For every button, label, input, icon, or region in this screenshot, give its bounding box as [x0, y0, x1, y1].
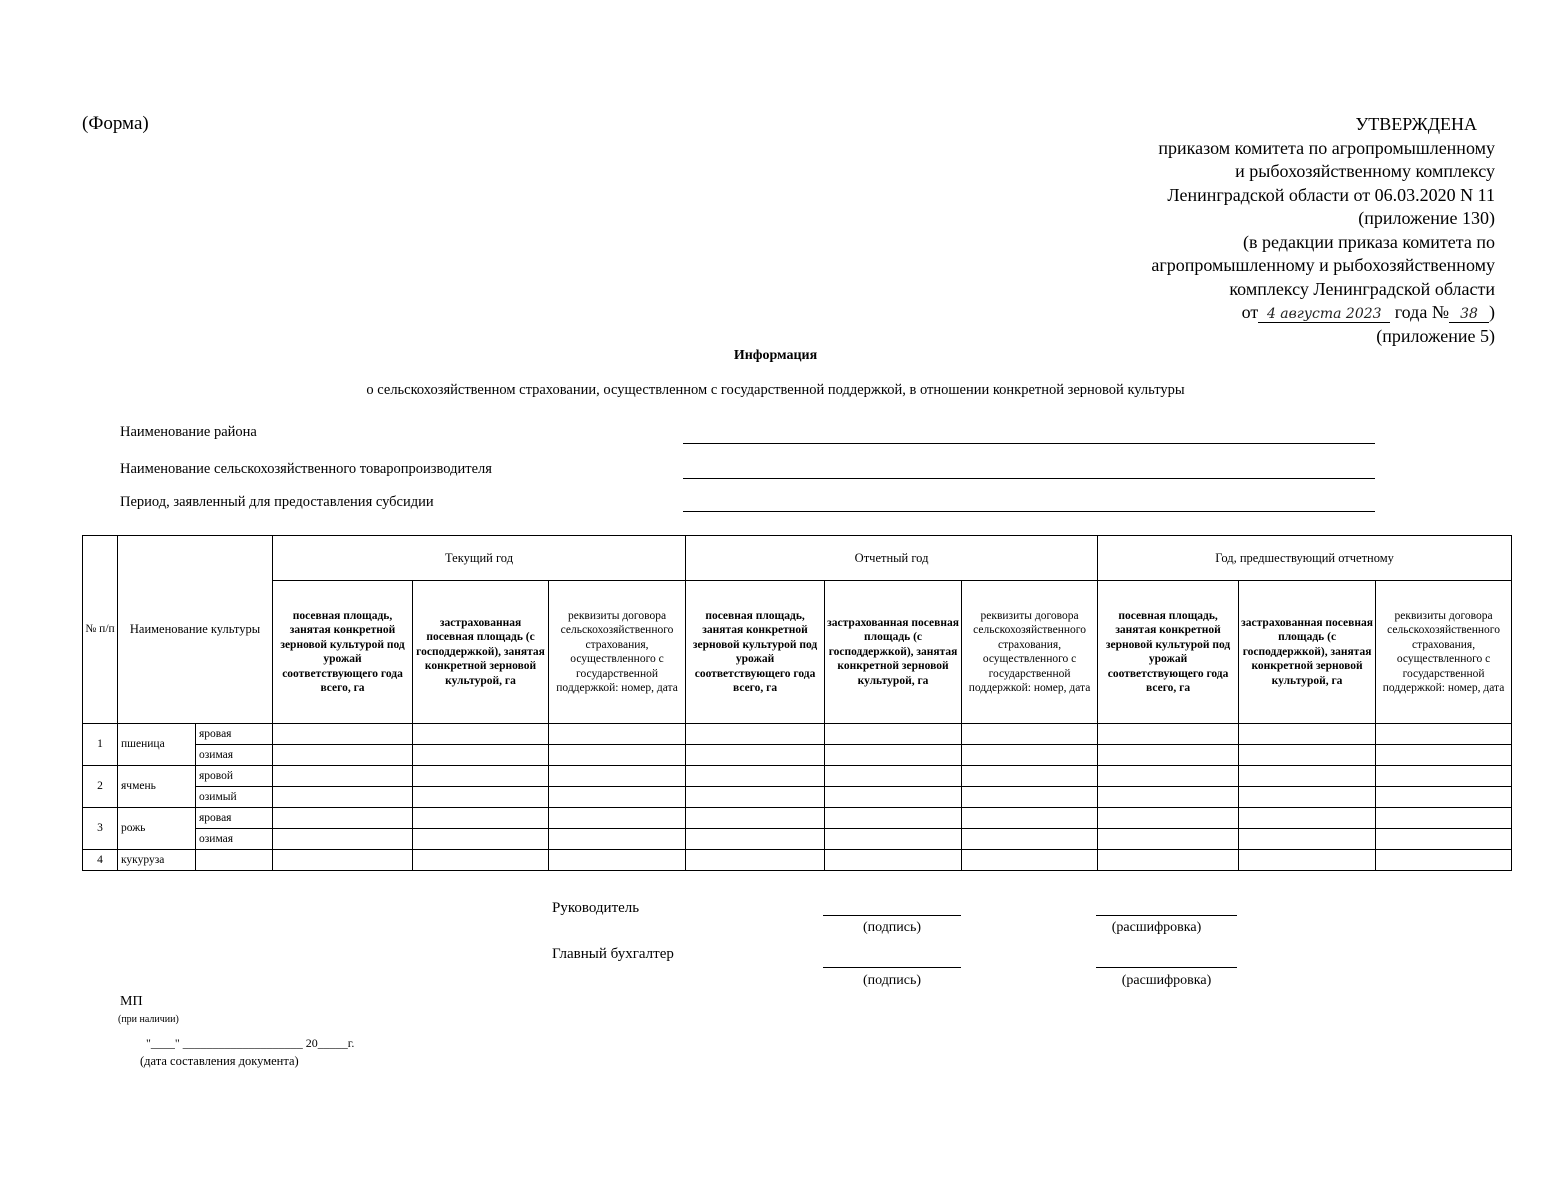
sub-header-sown-area: посевная площадь, занятая конкретной зерновой культурой под урожай соответствующего года всего, га: [273, 581, 413, 724]
group-header-previous-year: Год, предшествующий отчетному: [1098, 536, 1512, 581]
data-cell[interactable]: [686, 850, 825, 871]
approval-block: [1015, 113, 1495, 348]
data-cell[interactable]: [273, 724, 413, 745]
data-cell[interactable]: [1376, 850, 1512, 871]
data-cell[interactable]: [413, 850, 549, 871]
from-prefix: от: [1241, 302, 1259, 322]
accountant-decoding-field[interactable]: [1096, 967, 1237, 968]
row-number: 2: [83, 766, 118, 808]
approved-line: агропромышленному и рыбохозяйственному: [1151, 255, 1495, 275]
head-decoding-caption: (расшифровка): [1111, 920, 1202, 935]
head-decoding-field[interactable]: [1096, 915, 1237, 916]
sub-header-contract-details: реквизиты договора сельскохозяйственного страхования, осуществленного с государственной поддержкой: номер, дата: [1376, 581, 1512, 724]
appendix-label: (приложение 5): [1376, 325, 1495, 346]
data-cell[interactable]: [1376, 787, 1512, 808]
head-label: Руководитель: [552, 900, 640, 916]
crop-type: озимая: [196, 745, 273, 766]
data-cell[interactable]: [413, 829, 549, 850]
crop-type: яровой: [196, 766, 273, 787]
data-cell[interactable]: [1098, 745, 1239, 766]
data-cell[interactable]: [1098, 787, 1239, 808]
data-cell[interactable]: [686, 829, 825, 850]
approved-line: (приложение 130): [1358, 208, 1495, 228]
chief-accountant-label: Главный бухгалтер: [552, 946, 674, 962]
data-cell[interactable]: [962, 850, 1098, 871]
handwritten-date: 4 августа 2023: [1258, 306, 1390, 323]
table-row: [83, 808, 1512, 829]
col-header-no: № п/п: [83, 536, 118, 724]
sub-header-contract-details: реквизиты договора сельскохозяйственного страхования, осуществленного с государственной поддержкой: номер, дата: [549, 581, 686, 724]
header-row-groups: [83, 536, 1512, 581]
row-number: 4: [83, 850, 118, 871]
data-cell[interactable]: [1239, 766, 1376, 787]
table-row: [83, 766, 1512, 787]
data-cell[interactable]: [1098, 829, 1239, 850]
data-cell[interactable]: [962, 745, 1098, 766]
data-cell[interactable]: [549, 724, 686, 745]
data-cell[interactable]: [273, 745, 413, 766]
approved-line: и рыбохозяйственному комплексу: [1235, 161, 1495, 181]
data-cell[interactable]: [825, 766, 962, 787]
data-cell[interactable]: [825, 745, 962, 766]
document-date-caption: (дата составления документа): [140, 1054, 299, 1068]
data-cell[interactable]: [549, 745, 686, 766]
data-cell[interactable]: [273, 808, 413, 829]
sub-header-sown-area: посевная площадь, занятая конкретной зерновой культурой под урожай соответствующего года всего, га: [686, 581, 825, 724]
data-cell[interactable]: [413, 808, 549, 829]
table-row: [83, 724, 1512, 745]
data-cell[interactable]: [1239, 745, 1376, 766]
district-field[interactable]: [683, 443, 1375, 444]
row-number: 3: [83, 808, 118, 850]
crop-name: рожь: [118, 808, 196, 850]
data-cell[interactable]: [962, 787, 1098, 808]
data-cell[interactable]: [686, 724, 825, 745]
header-row-sub: [83, 581, 1512, 724]
document-subtitle: о сельскохозяйственном страховании, осуществленном с государственной поддержкой, в отношении конкретной зерновой культуры: [366, 382, 1185, 398]
close-paren: ): [1489, 302, 1495, 322]
table-row: [83, 745, 1512, 766]
data-cell[interactable]: [549, 766, 686, 787]
handwritten-number: 38: [1449, 306, 1489, 323]
data-cell[interactable]: [1376, 808, 1512, 829]
data-cell[interactable]: [413, 745, 549, 766]
data-cell[interactable]: [1098, 766, 1239, 787]
sub-header-insured-area: застрахованная посевная площадь (с господдержкой), занятая конкретной зерновой культурой, га: [413, 581, 549, 724]
data-cell[interactable]: [1376, 745, 1512, 766]
approved-heading: УТВЕРЖДЕНА: [1355, 114, 1477, 134]
insurance-table: [82, 535, 1512, 871]
crop-type: озимый: [196, 787, 273, 808]
approved-line: Ленинградской области от 06.03.2020 N 11: [1167, 184, 1495, 205]
table-row: [83, 787, 1512, 808]
table-body: [83, 724, 1512, 871]
data-cell[interactable]: [273, 766, 413, 787]
data-cell[interactable]: [825, 850, 962, 871]
producer-field[interactable]: [683, 478, 1375, 479]
data-cell[interactable]: [686, 808, 825, 829]
stamp-note: (при наличии): [118, 1014, 179, 1025]
period-label: Период, заявленный для предоставления субсидии: [120, 494, 434, 510]
accountant-decoding-caption: (расшифровка): [1121, 973, 1212, 988]
period-field[interactable]: [683, 511, 1375, 512]
document-date-field[interactable]: "____" ____________________ 20_____г.: [146, 1036, 355, 1050]
sub-header-insured-area: застрахованная посевная площадь (с господдержкой), занятая конкретной зерновой культурой, га: [825, 581, 962, 724]
data-cell[interactable]: [962, 808, 1098, 829]
document-title: Информация: [733, 348, 818, 363]
head-signature-field[interactable]: [823, 915, 961, 916]
data-cell[interactable]: [825, 829, 962, 850]
producer-label: Наименование сельскохозяйственного товаропроизводителя: [120, 461, 492, 477]
crop-type: [196, 850, 273, 871]
data-cell[interactable]: [962, 766, 1098, 787]
data-cell[interactable]: [1098, 724, 1239, 745]
form-label: (Форма): [82, 113, 149, 134]
approved-line: комплексу Ленинградской области: [1229, 278, 1495, 299]
table-row: [83, 850, 1512, 871]
accountant-signature-field[interactable]: [823, 967, 961, 968]
data-cell[interactable]: [1239, 724, 1376, 745]
accountant-signature-caption: (подпись): [862, 973, 922, 988]
data-cell[interactable]: [686, 787, 825, 808]
group-header-current-year: Текущий год: [273, 536, 686, 581]
data-cell[interactable]: [549, 808, 686, 829]
data-cell[interactable]: [1239, 850, 1376, 871]
data-cell[interactable]: [825, 724, 962, 745]
approved-line: (в редакции приказа комитета по: [1243, 231, 1495, 252]
data-cell[interactable]: [1239, 829, 1376, 850]
year-number-label: года №: [1394, 302, 1449, 322]
sub-header-contract-details: реквизиты договора сельскохозяйственного страхования, осуществленного с государственной поддержкой: номер, дата: [962, 581, 1098, 724]
crop-name: ячмень: [118, 766, 196, 808]
data-cell[interactable]: [1376, 829, 1512, 850]
data-cell[interactable]: [1376, 724, 1512, 745]
data-cell[interactable]: [962, 829, 1098, 850]
data-cell[interactable]: [273, 829, 413, 850]
data-cell[interactable]: [1376, 766, 1512, 787]
data-cell[interactable]: [825, 808, 962, 829]
row-number: 1: [83, 724, 118, 766]
crop-type: озимая: [196, 829, 273, 850]
data-cell[interactable]: [1098, 808, 1239, 829]
data-cell[interactable]: [273, 787, 413, 808]
sub-header-sown-area: посевная площадь, занятая конкретной зерновой культурой под урожай соответствующего года всего, га: [1098, 581, 1239, 724]
crop-name: пшеница: [118, 724, 196, 766]
data-cell[interactable]: [273, 850, 413, 871]
crop-type: яровая: [196, 724, 273, 745]
approved-date-line: [1015, 301, 1495, 325]
group-header-reporting-year: Отчетный год: [686, 536, 1098, 581]
crop-type: яровая: [196, 808, 273, 829]
data-cell[interactable]: [549, 829, 686, 850]
data-cell[interactable]: [686, 766, 825, 787]
data-cell[interactable]: [549, 787, 686, 808]
data-cell[interactable]: [962, 724, 1098, 745]
stamp-label: МП: [120, 994, 143, 1009]
data-cell[interactable]: [1239, 787, 1376, 808]
data-cell[interactable]: [413, 787, 549, 808]
data-cell[interactable]: [549, 850, 686, 871]
data-cell[interactable]: [1098, 850, 1239, 871]
district-label: Наименование района: [120, 424, 257, 440]
sub-header-insured-area: застрахованная посевная площадь (с господдержкой), занятая конкретной зерновой культурой, га: [1239, 581, 1376, 724]
data-cell[interactable]: [413, 724, 549, 745]
data-cell[interactable]: [686, 745, 825, 766]
data-cell[interactable]: [1239, 808, 1376, 829]
table-row: [83, 829, 1512, 850]
data-cell[interactable]: [413, 766, 549, 787]
crop-name: кукуруза: [118, 850, 196, 871]
data-cell[interactable]: [825, 787, 962, 808]
approved-line: приказом комитета по агропромышленному: [1158, 137, 1495, 158]
col-header-crop: Наименование культуры: [118, 536, 273, 724]
head-signature-caption: (подпись): [862, 920, 922, 935]
